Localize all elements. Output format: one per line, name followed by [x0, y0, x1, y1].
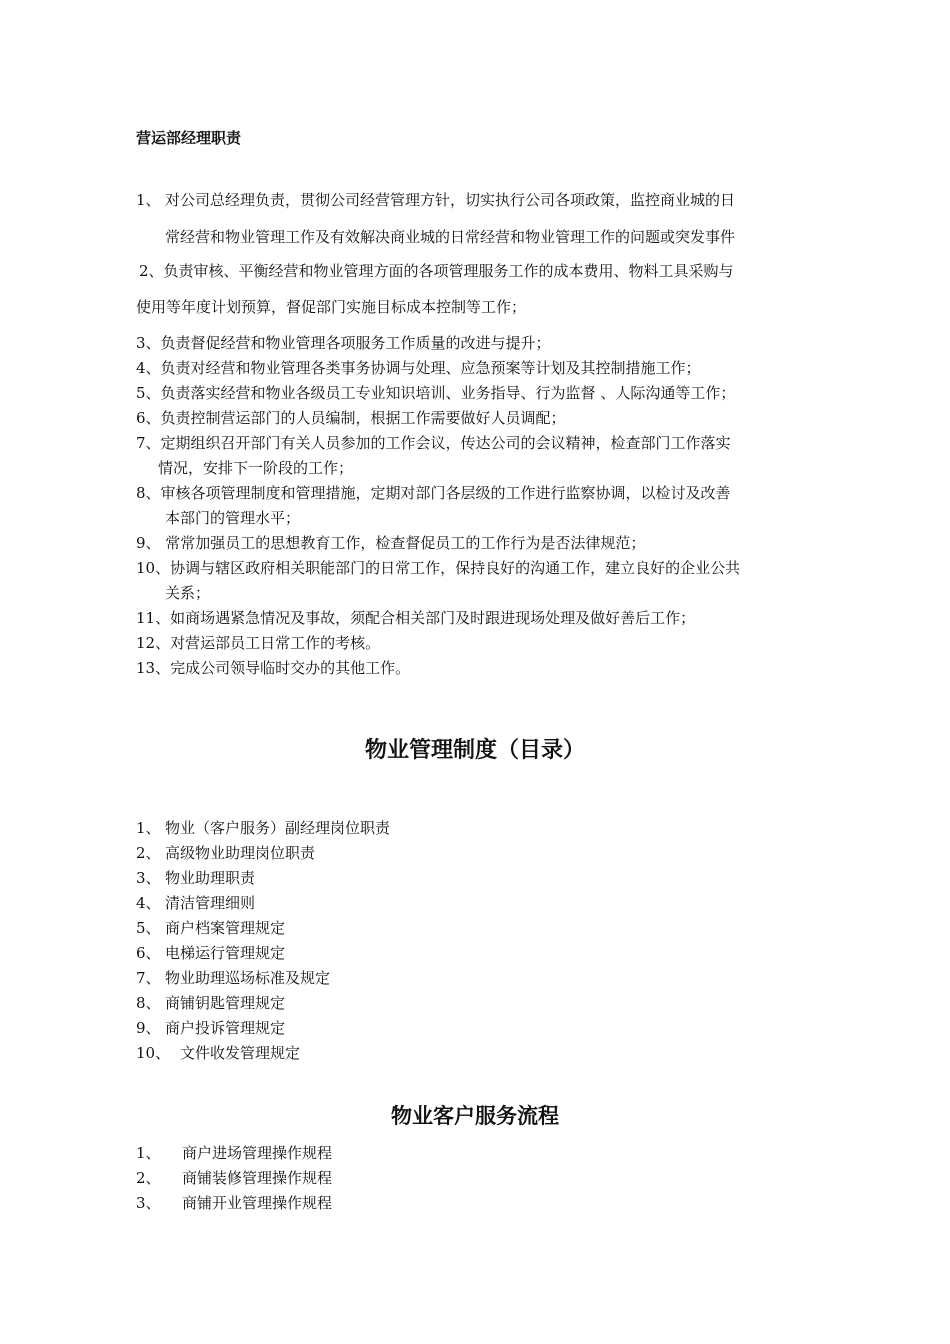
item-text-line2: 情况，安排下一阶段的工作；: [158, 459, 354, 477]
list-item: 3、负责督促经营和物业管理各项服务工作质量的改进与提升；: [136, 334, 551, 352]
list-item: 物业助理巡场标准及规定: [165, 969, 331, 987]
item-number: 3、: [136, 869, 161, 887]
list-item: 商户投诉管理规定: [165, 1019, 286, 1037]
item-text-line2: 本部门的管理水平；: [165, 509, 301, 527]
item-text-line1: 8、审核各项管理制度和管理措施，定期对部门各层级的工作进行监察协调，以检讨及改善: [136, 484, 731, 502]
list-item: 商户档案管理规定: [165, 919, 286, 937]
item-number: 7、: [136, 969, 161, 987]
item-text-line1: 对公司总经理负责，贯彻公司经营管理方针，切实执行公司各项政策，监控商业城的日: [165, 191, 736, 209]
list-item: 9、 常常加强员工的思想教育工作，检查督促员工的工作行为是否法律规范；: [136, 534, 646, 552]
list-item: 5、负责落实经营和物业各级员工专业知识培训、业务指导、行为监督 、人际沟通等工作；: [136, 384, 736, 402]
item-number: 5、: [136, 919, 161, 937]
item-number: 2、: [136, 844, 161, 862]
section1-title: 营运部经理职责: [136, 129, 242, 147]
item-number: 1、: [136, 819, 161, 837]
item-number: 2、: [136, 1169, 161, 1187]
list-item: 13、完成公司领导临时交办的其他工作。: [136, 659, 411, 677]
list-item: 电梯运行管理规定: [165, 944, 286, 962]
item-text-line1: 10、协调与辖区政府相关职能部门的日常工作，保持良好的沟通工作，建立良好的企业公共: [136, 559, 741, 577]
list-item: 物业（客户服务）副经理岗位职责: [165, 819, 391, 837]
item-number: 3、: [136, 1194, 161, 1212]
item-number: 6、: [136, 944, 161, 962]
item-number: 1、: [136, 191, 161, 209]
list-item: 文件收发管理规定: [180, 1044, 301, 1062]
item-number: 9、: [136, 1019, 161, 1037]
list-item: 高级物业助理岗位职责: [165, 844, 316, 862]
item-text-line2: 常经营和物业管理工作及有效解决商业城的日常经营和物业管理工作的问题或突发事件: [165, 228, 736, 246]
section3-title: 物业客户服务流程: [391, 1104, 559, 1128]
section2-title: 物业管理制度（目录）: [364, 738, 585, 763]
item-text-line1: 2、负责审核、平衡经营和物业管理方面的各项管理服务工作的成本费用、物料工具采购与: [139, 262, 734, 280]
item-number: 1、: [136, 1144, 161, 1162]
list-item: 商铺装修管理操作规程: [182, 1169, 333, 1187]
item-text-line2: 关系；: [165, 584, 211, 602]
list-item: 商铺开业管理操作规程: [182, 1194, 333, 1212]
item-number: 10、: [136, 1044, 171, 1062]
item-number: 8、: [136, 994, 161, 1012]
list-item: 12、对营运部员工日常工作的考核。: [136, 634, 381, 652]
item-text-line1: 7、定期组织召开部门有关人员参加的工作会议，传达公司的会议精神，检查部门工作落实: [136, 434, 731, 452]
item-text-line2: 使用等年度计划预算，督促部门实施目标成本控制等工作；: [136, 298, 527, 316]
list-item: 清洁管理细则: [165, 894, 256, 912]
list-item: 4、负责对经营和物业管理各类事务协调与处理、应急预案等计划及其控制措施工作；: [136, 359, 701, 377]
list-item: 商铺钥匙管理规定: [165, 994, 286, 1012]
item-number: 4、: [136, 894, 161, 912]
list-item: 物业助理职责: [165, 869, 256, 887]
list-item: 6、负责控制营运部门的人员编制，根据工作需要做好人员调配；: [136, 409, 566, 427]
list-item: 11、如商场遇紧急情况及事故，须配合相关部门及时跟进现场处理及做好善后工作；: [136, 609, 696, 627]
list-item: 商户进场管理操作规程: [182, 1144, 333, 1162]
